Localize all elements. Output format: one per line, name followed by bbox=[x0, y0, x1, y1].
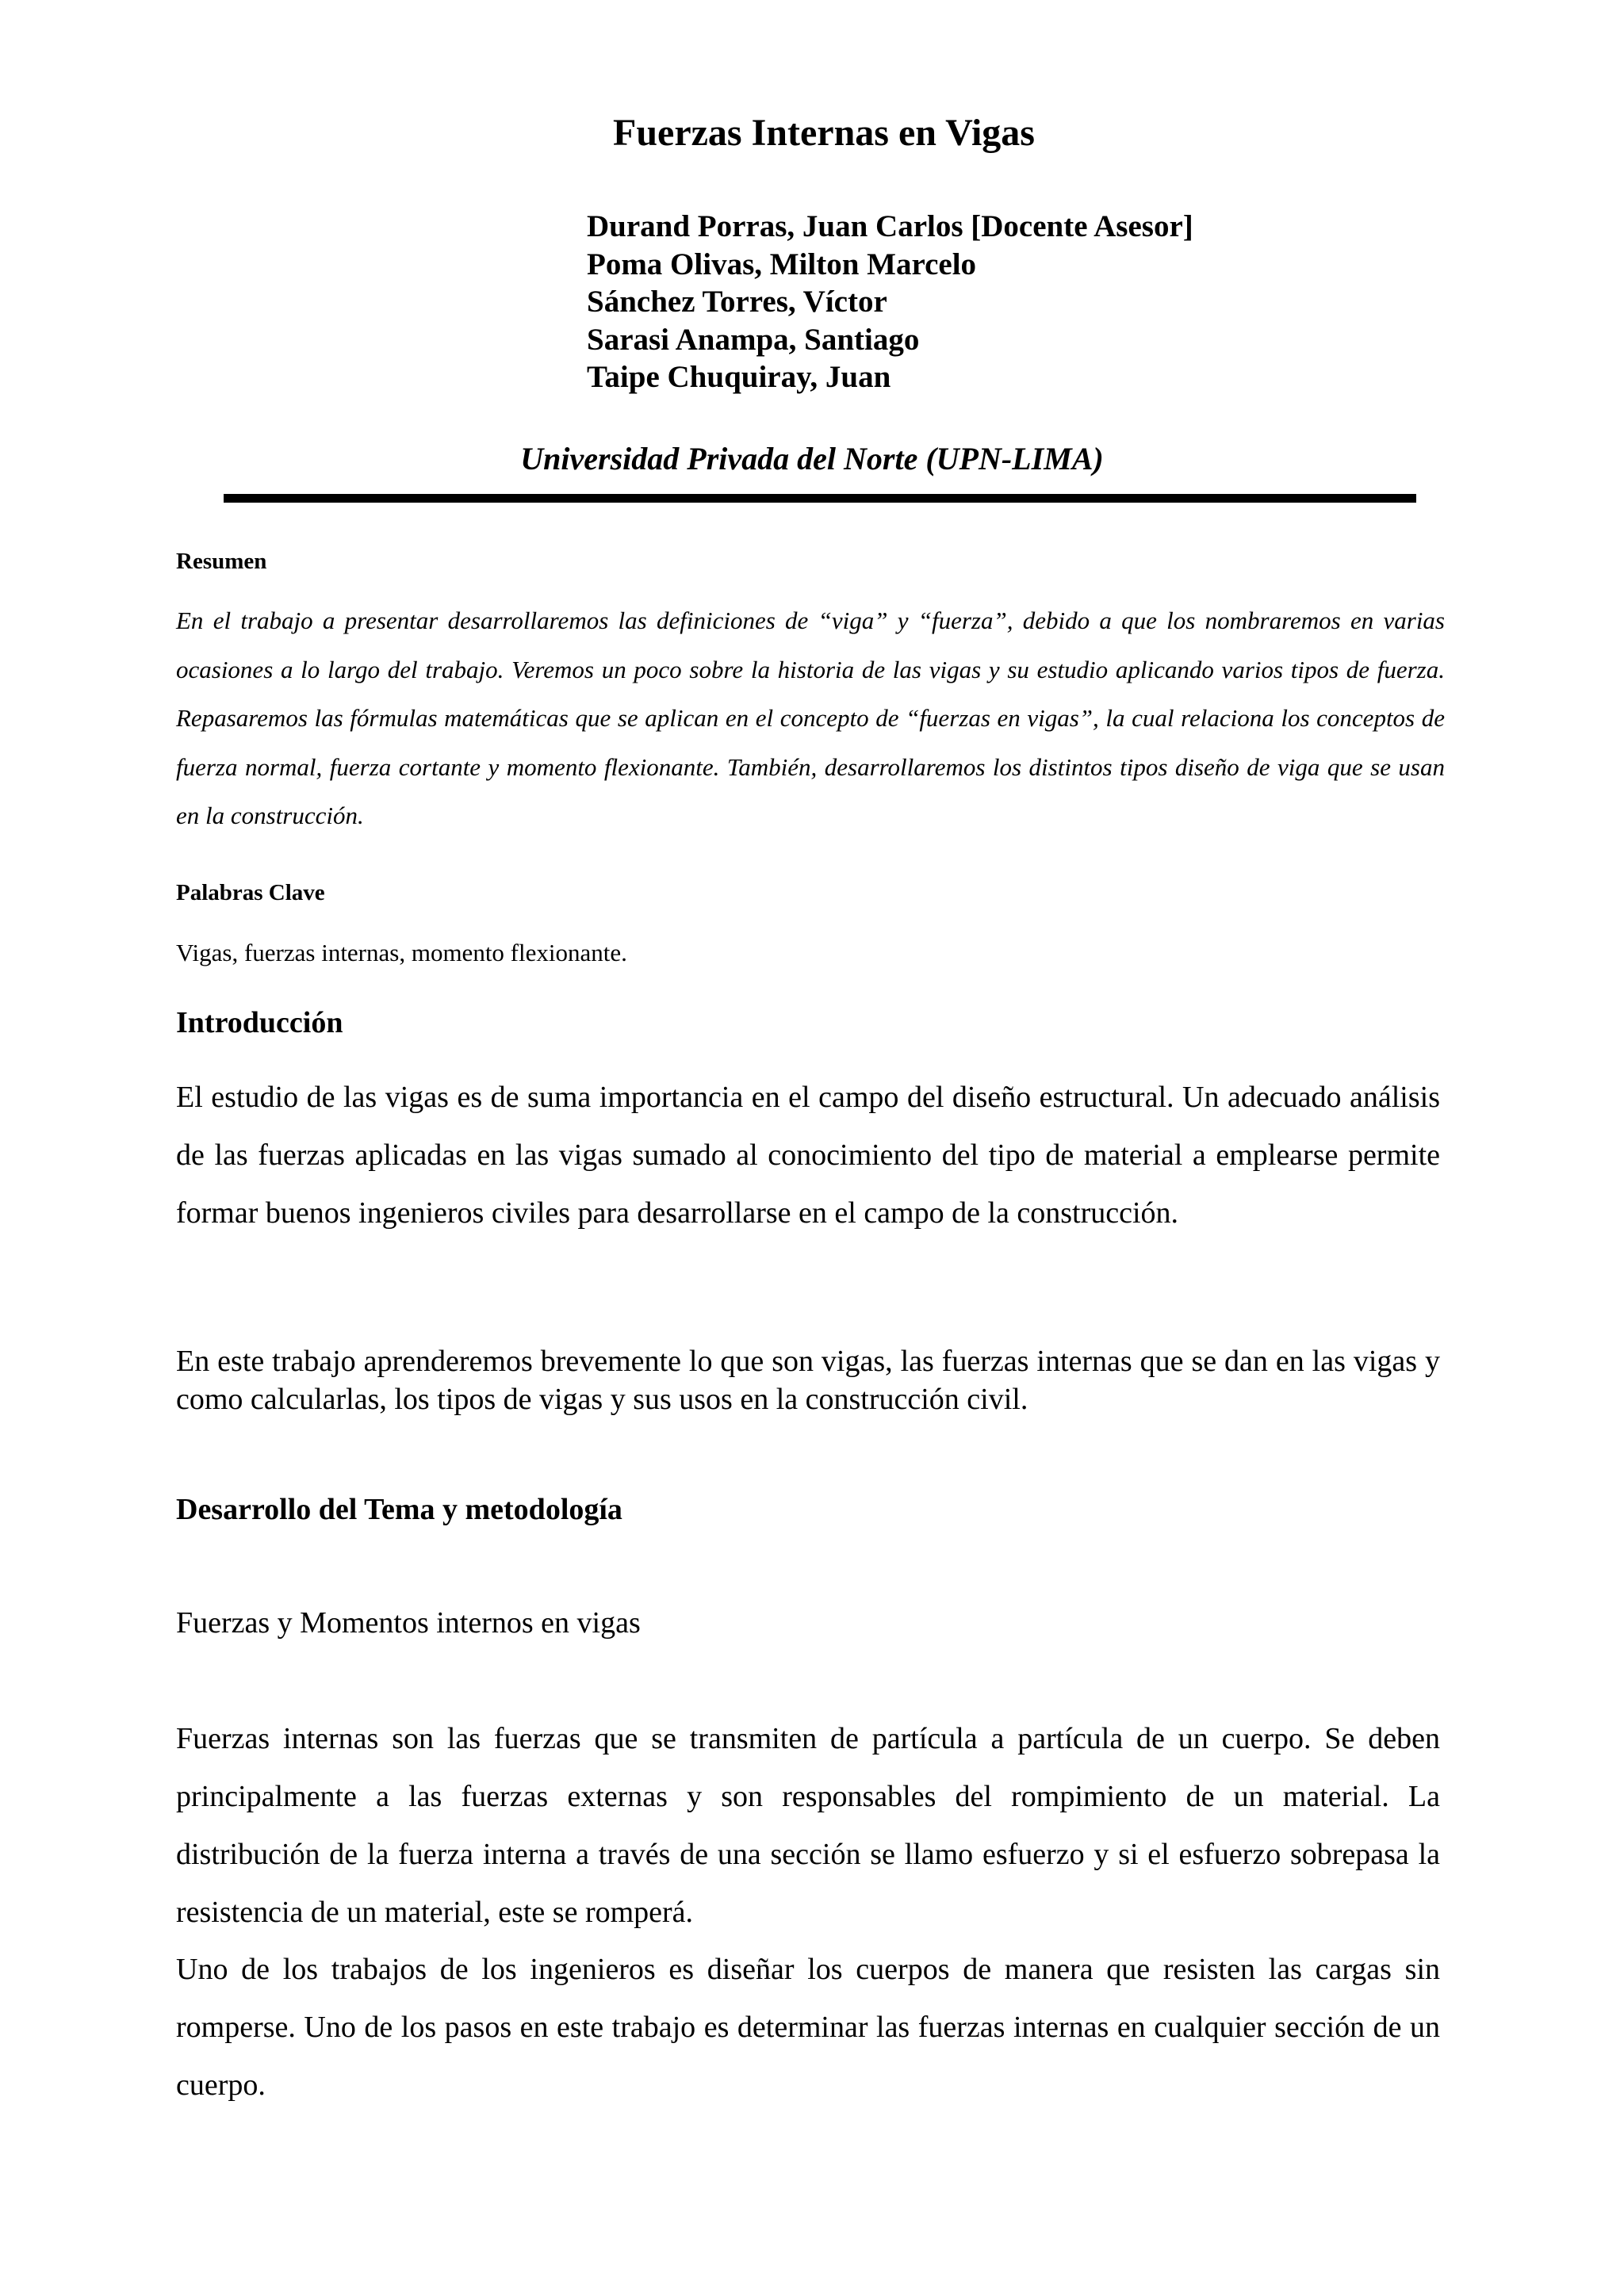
author-3: Sánchez Torres, Víctor bbox=[587, 285, 887, 319]
author-list bbox=[587, 208, 1193, 396]
affiliation: Universidad Privada del Norte (UPN-LIMA) bbox=[520, 441, 1104, 476]
development-subheading: Fuerzas y Momentos internos en vigas bbox=[176, 1606, 641, 1640]
development-paragraph-2: Uno de los trabajos de los ingenieros es diseñar los cuerpos de manera que resisten las cargas sin romperse. Uno de los pasos en este trabajo es determinar las fuerzas internas en cualquier sección de un cuerpo. bbox=[176, 1953, 1440, 2102]
author-4: Sarasi Anampa, Santiago bbox=[587, 322, 920, 357]
keywords-text: Vigas, fuerzas internas, momento flexionante. bbox=[176, 939, 627, 966]
paper-title: Fuerzas Internas en Vigas bbox=[613, 112, 1035, 154]
development-paragraph-1: Fuerzas internas son las fuerzas que se transmiten de partícula a partícula de un cuerpo. Se deben principalmente a las fuerzas externas y son responsables del rompimiento de un material. La distribución de la fuerza interna a través de una sección se llamo esfuerzo y si el esfuerzo sobrepasa la resistencia de un material, este se romperá. bbox=[176, 1722, 1440, 1929]
abstract-text: En el trabajo a presentar desarrollaremos las definiciones de “viga” y “fuerza”, debido a que los nombraremos en varias ocasiones a lo largo del trabajo. Veremos un poco sobre la historia de las vigas y su estudio aplicando varios tipos de fuerza. Repasaremos las fórmulas matemáticas que se aplican en el concepto de “fuerzas en vigas”, la cual relaciona los conceptos de fuerza normal, fuerza cortante y momento flexionante. También, desarrollaremos los distintos tipos diseño de viga que se usan en la construcción. bbox=[176, 607, 1445, 829]
author-5: Taipe Chuquiray, Juan bbox=[587, 360, 891, 394]
introduction-heading: Introducción bbox=[176, 1006, 343, 1039]
title-divider bbox=[224, 494, 1416, 503]
development-heading: Desarrollo del Tema y metodología bbox=[176, 1493, 622, 1526]
abstract-heading: Resumen bbox=[176, 549, 267, 574]
introduction-paragraph-2: En este trabajo aprenderemos brevemente lo que son vigas, las fuerzas internas que se dan en las vigas y como calcularlas, los tipos de vigas y sus usos en la construcción civil. bbox=[176, 1345, 1440, 1416]
author-2: Poma Olivas, Milton Marcelo bbox=[587, 247, 977, 281]
introduction-paragraph-1: El estudio de las vigas es de suma importancia en el campo del diseño estructural. Un adecuado análisis de las fuerzas aplicadas en las vigas sumado al conocimiento del tipo de material a emplearse permite formar buenos ingenieros civiles para desarrollarse en el campo de la construcción. bbox=[176, 1081, 1440, 1230]
author-1: Durand Porras, Juan Carlos [Docente Asesor] bbox=[587, 209, 1193, 243]
keywords-heading: Palabras Clave bbox=[176, 880, 325, 905]
